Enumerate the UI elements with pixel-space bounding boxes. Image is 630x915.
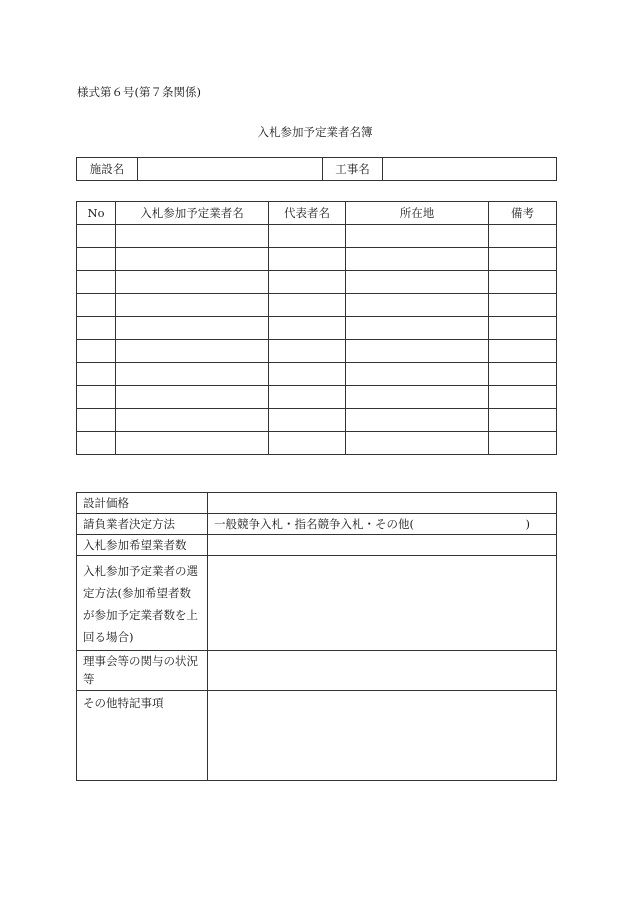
table-cell[interactable] <box>77 271 116 294</box>
work-name-field[interactable] <box>383 158 557 181</box>
board-involvement-row <box>77 651 557 691</box>
bidder-table-header <box>77 202 557 225</box>
column-header-representative: 代表者名 <box>269 202 346 225</box>
table-cell[interactable] <box>269 317 346 340</box>
table-cell[interactable] <box>116 340 269 363</box>
facility-name-field[interactable] <box>138 158 323 181</box>
design-price-row <box>77 493 557 514</box>
bidder-table <box>76 201 557 455</box>
table-cell[interactable] <box>77 294 116 317</box>
table-cell[interactable] <box>346 317 489 340</box>
form-number: 様式第６号(第７条関係) <box>77 85 201 99</box>
table-cell[interactable] <box>77 409 116 432</box>
table-cell[interactable] <box>269 225 346 248</box>
table-cell[interactable] <box>77 363 116 386</box>
table-cell[interactable] <box>346 225 489 248</box>
table-cell[interactable] <box>77 225 116 248</box>
design-price-field[interactable] <box>208 493 557 514</box>
facility-name-label: 施設名 <box>77 158 138 181</box>
table-row <box>77 271 557 294</box>
table-cell[interactable] <box>346 340 489 363</box>
table-cell[interactable] <box>269 340 346 363</box>
table-cell[interactable] <box>116 363 269 386</box>
applicants-count-row <box>77 535 557 556</box>
contractor-method-label: 請負業者決定方法 <box>77 514 208 535</box>
table-cell[interactable] <box>346 363 489 386</box>
facility-table <box>76 157 557 181</box>
table-cell[interactable] <box>346 432 489 455</box>
table-cell[interactable] <box>489 294 557 317</box>
contractor-method-row <box>77 514 557 535</box>
table-cell[interactable] <box>116 294 269 317</box>
table-cell[interactable] <box>489 363 557 386</box>
table-cell[interactable] <box>77 432 116 455</box>
table-row <box>77 225 557 248</box>
table-cell[interactable] <box>346 294 489 317</box>
table-cell[interactable] <box>489 432 557 455</box>
column-header-remarks: 備考 <box>489 202 557 225</box>
table-row <box>77 432 557 455</box>
info-table <box>76 492 557 781</box>
table-cell[interactable] <box>77 340 116 363</box>
table-cell[interactable] <box>116 386 269 409</box>
table-cell[interactable] <box>489 225 557 248</box>
table-row <box>77 363 557 386</box>
contractor-method-close: ) <box>525 517 530 531</box>
board-involvement-field[interactable] <box>208 651 557 691</box>
other-notes-row <box>77 691 557 781</box>
other-notes-field[interactable] <box>208 691 557 781</box>
table-row <box>77 317 557 340</box>
table-cell[interactable] <box>489 271 557 294</box>
design-price-label: 設計価格 <box>77 493 208 514</box>
table-cell[interactable] <box>77 248 116 271</box>
table-cell[interactable] <box>489 340 557 363</box>
table-row <box>77 294 557 317</box>
table-cell[interactable] <box>346 409 489 432</box>
table-cell[interactable] <box>489 409 557 432</box>
table-cell[interactable] <box>269 386 346 409</box>
contractor-method-options: 一般競争入札・指名競争入札・その他( <box>214 517 414 531</box>
table-row <box>77 386 557 409</box>
column-header-address: 所在地 <box>346 202 489 225</box>
selection-method-label: 入札参加予定業者の選定方法(参加希望者数が参加予定業者数を上回る場合) <box>77 556 208 651</box>
table-cell[interactable] <box>77 386 116 409</box>
table-cell[interactable] <box>77 317 116 340</box>
selection-method-row <box>77 556 557 651</box>
table-cell[interactable] <box>489 317 557 340</box>
table-cell[interactable] <box>269 432 346 455</box>
table-cell[interactable] <box>346 271 489 294</box>
other-notes-label: その他特記事項 <box>77 691 208 781</box>
contractor-method-field[interactable] <box>208 514 557 535</box>
column-header-company: 入札参加予定業者名 <box>116 202 269 225</box>
selection-method-field[interactable] <box>208 556 557 651</box>
applicants-count-label: 入札参加希望業者数 <box>77 535 208 556</box>
table-cell[interactable] <box>116 317 269 340</box>
table-cell[interactable] <box>116 225 269 248</box>
board-involvement-label: 理事会等の関与の状況等 <box>77 651 208 691</box>
table-cell[interactable] <box>116 409 269 432</box>
column-header-no: No <box>77 202 116 225</box>
table-cell[interactable] <box>116 248 269 271</box>
applicants-count-field[interactable] <box>208 535 557 556</box>
table-cell[interactable] <box>116 271 269 294</box>
table-cell[interactable] <box>489 386 557 409</box>
work-name-label: 工事名 <box>323 158 383 181</box>
table-cell[interactable] <box>269 409 346 432</box>
table-cell[interactable] <box>346 386 489 409</box>
table-cell[interactable] <box>489 248 557 271</box>
table-cell[interactable] <box>116 432 269 455</box>
table-cell[interactable] <box>269 294 346 317</box>
table-cell[interactable] <box>346 248 489 271</box>
table-row <box>77 340 557 363</box>
table-cell[interactable] <box>269 248 346 271</box>
table-row <box>77 409 557 432</box>
table-cell[interactable] <box>269 363 346 386</box>
table-row <box>77 248 557 271</box>
page-title: 入札参加予定業者名簿 <box>257 125 373 139</box>
table-cell[interactable] <box>269 271 346 294</box>
